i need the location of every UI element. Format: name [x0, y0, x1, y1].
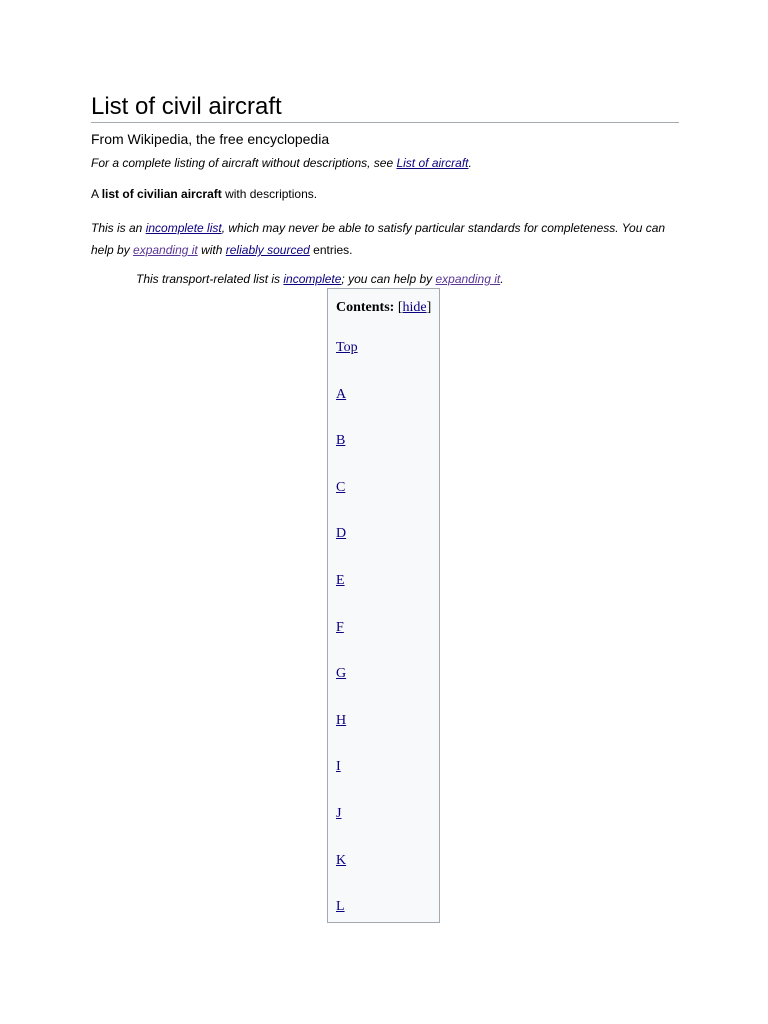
toc-link-a[interactable]: A	[336, 386, 347, 402]
toc-item	[336, 479, 358, 526]
toc-heading: Contents:	[336, 300, 395, 315]
stub-text-3: .	[500, 272, 504, 286]
toc-open-bracket: [	[394, 300, 403, 315]
stub-text-2: ; you can help by	[341, 272, 436, 286]
incomplete-list-notice	[91, 217, 681, 261]
toc-link-d[interactable]: D	[336, 526, 347, 542]
toc-list	[336, 339, 358, 945]
toc-link-e[interactable]: E	[336, 572, 345, 588]
toc-hide-toggle[interactable]: hide	[402, 300, 427, 315]
toc-link-k[interactable]: K	[336, 852, 347, 868]
toc-item	[336, 805, 358, 852]
hatnote	[91, 155, 472, 171]
hatnote-end: .	[468, 156, 472, 170]
stub-text-1: This transport-related list is	[136, 272, 284, 286]
toc-item	[336, 619, 358, 666]
toc-item	[336, 898, 358, 945]
toc-item	[336, 572, 358, 619]
toc-item	[336, 339, 358, 386]
hatnote-text: For a complete listing of aircraft without descriptions, see	[91, 156, 397, 170]
stub-notice	[136, 271, 504, 287]
intro-paragraph	[91, 186, 317, 202]
toc-item	[336, 852, 358, 899]
reliably-sourced-link[interactable]: reliably sourced	[225, 243, 310, 257]
stub-expanding-it-link[interactable]: expanding it	[435, 272, 501, 286]
notice-text-2: , which may never be able to satisfy particular standards for completeness. You can help by	[91, 221, 666, 257]
notice-text-3: with	[197, 243, 226, 257]
toc-close-bracket: ]	[426, 300, 432, 315]
toc-link-j[interactable]: J	[336, 805, 342, 821]
toc-item	[336, 758, 358, 805]
toc-link-l[interactable]: L	[336, 899, 345, 915]
toc-item	[336, 432, 358, 479]
incomplete-list-link[interactable]: incomplete list	[145, 221, 222, 235]
page-title: List of civil aircraft	[91, 92, 679, 123]
toc-link-top[interactable]: Top	[336, 340, 358, 355]
toc-item	[336, 712, 358, 759]
intro-rest: with descriptions.	[221, 187, 318, 201]
toc-link-c[interactable]: C	[336, 479, 346, 495]
notice-text-1: This is an	[91, 221, 146, 235]
toc-item	[336, 525, 358, 572]
toc-link-i[interactable]: I	[336, 759, 341, 775]
notice-text-4: entries.	[309, 243, 353, 257]
toc-link-f[interactable]: F	[336, 619, 344, 635]
toc-link-h[interactable]: H	[336, 712, 347, 728]
toc-link-g[interactable]: G	[336, 666, 347, 682]
list-of-aircraft-link[interactable]: List of aircraft	[396, 156, 469, 170]
site-subtitle: From Wikipedia, the free encyclopedia	[91, 131, 330, 147]
toc-item	[336, 386, 358, 433]
incomplete-link[interactable]: incomplete	[283, 272, 342, 286]
toc-header	[336, 299, 431, 317]
expanding-it-link[interactable]: expanding it	[133, 243, 198, 257]
intro-a: A	[91, 187, 102, 201]
table-of-contents	[327, 288, 440, 923]
intro-bold: list of civilian aircraft	[101, 187, 222, 201]
toc-link-b[interactable]: B	[336, 433, 346, 449]
toc-item	[336, 665, 358, 712]
